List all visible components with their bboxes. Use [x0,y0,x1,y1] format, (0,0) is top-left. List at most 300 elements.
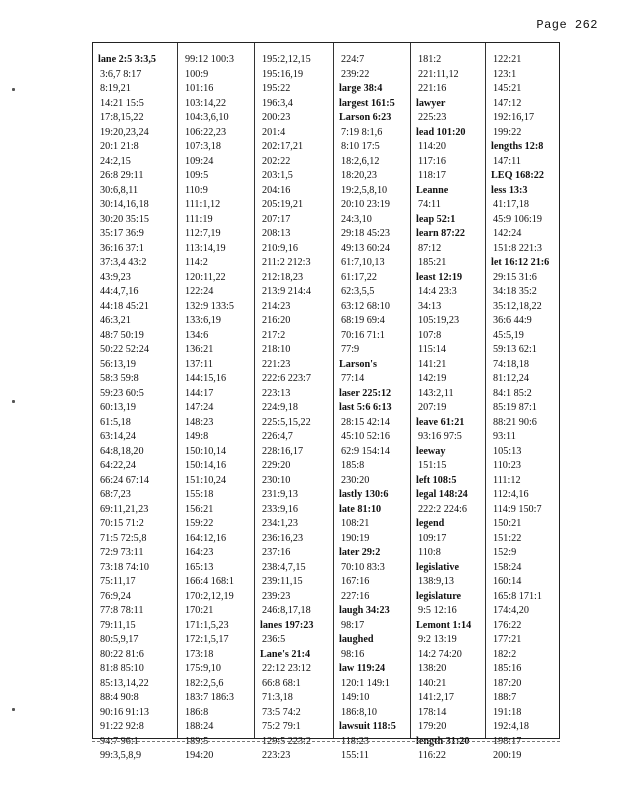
index-reference: 133:6,19 [185,315,221,326]
index-reference: 183:7 186:3 [185,692,234,703]
index-reference: 84:1 85:2 [493,387,532,399]
index-reference: 19:20,23,24 [100,126,149,138]
index-reference: 205:19,21 [262,199,304,210]
index-reference: 64:22,24 [100,460,136,471]
index-reference: 75:11,17 [100,576,136,587]
index-reference: 58:3 59:8 [100,373,139,384]
index-reference: 93:11 [493,431,516,442]
index-reference: 105:13 [493,445,522,457]
index-column [333,43,411,761]
index-reference: 111:19 [185,213,213,225]
index-reference: 85:19 87:1 [493,402,537,413]
index-reference: 8:19,21 [100,83,131,94]
index-reference: 172:1,5,17 [185,634,229,645]
index-reference: 234:1,23 [262,518,298,529]
index-reference: 229:20 [262,460,291,471]
index-reference: 173:18 [185,648,214,660]
index-reference: 238:4,7,15 [262,561,306,573]
index-reference: 149:10 [341,692,370,703]
index-reference: 223:13 [262,387,291,399]
index-reference: 71:5 72:5,8 [100,532,147,544]
index-reference: 164:23 [185,547,214,558]
index-reference: 148:23 [185,416,214,428]
index-reference: 147:24 [185,402,214,413]
index-headword: largest 161:5 [339,97,395,109]
index-reference: 87:12 [418,242,442,254]
index-headword: Larson's [339,358,377,370]
index-reference: 155:11 [341,750,369,761]
index-reference: 170:21 [185,605,214,616]
index-reference: 138:9,13 [418,576,454,587]
index-reference: 74:11 [418,199,441,210]
index-reference: 134:6 [185,329,209,341]
index-reference: 224:7 [341,54,365,65]
index-reference: 81:12,24 [493,373,529,384]
index-reference: 44:18 45:21 [100,300,149,312]
index-reference: 30:20 35:15 [100,213,149,225]
index-reference: 26:8 29:11 [100,170,144,181]
index-reference: 208:13 [262,228,291,239]
index-reference: 73:18 74:10 [100,561,149,573]
index-reference: 34:13 [418,300,442,312]
index-reference: 111:1,12 [185,199,221,210]
index-reference: 186:8,10 [341,706,377,718]
index-reference: 30:6,8,11 [100,184,139,196]
index-reference: 167:16 [341,576,370,587]
index-reference: 85:13,14,22 [100,677,149,689]
bottom-rule [92,741,560,742]
index-reference: 76:9,24 [100,590,131,602]
index-reference: 228:16,17 [262,445,304,457]
index-reference: 60:13,19 [100,402,136,413]
index-headword: legislature [416,590,462,602]
margin-mark [12,400,15,403]
index-reference: 99:3,5,8,9 [100,750,142,761]
index-reference: 61:7,10,13 [341,257,385,268]
index-reference: 164:12,16 [185,532,227,544]
index-reference: 221:16 [418,83,447,94]
index-reference: 109:5 [185,170,209,181]
index-reference: 151:15 [418,460,447,471]
index-reference: 224:9,18 [262,402,298,413]
index-reference: 147:11 [493,155,521,167]
index-headword: laugh 34:23 [339,605,390,616]
index-headword: leeway [416,445,446,457]
index-reference: 150:21 [493,518,522,529]
index-reference: 113:14,19 [185,242,226,254]
index-reference: 77:8 78:11 [100,605,144,616]
index-reference: 185:16 [493,663,522,674]
index-reference: 28:15 42:14 [341,416,390,428]
index-headword: least 12:19 [416,271,463,283]
index-reference: 213:9 214:4 [262,286,311,297]
index-reference: 105:19,23 [418,315,460,326]
index-reference: 44:4,7,16 [100,286,139,297]
index-reference: 29:18 45:23 [341,228,390,239]
index-reference: 101:16 [185,83,214,94]
index-reference: 79:11,15 [100,619,136,631]
index-reference: 75:2 79:1 [262,721,301,732]
index-reference: 147:12 [493,97,522,109]
index-reference: 195:2,12,15 [262,54,311,65]
index-reference: 20:1 21:8 [100,141,139,152]
index-headword: Larson 6:23 [339,112,392,123]
index-reference: 222:6 223:7 [262,373,311,384]
index-reference: 189:5 [185,735,209,747]
index-reference: 236:16,23 [262,532,304,544]
index-headword: lastly 130:6 [339,489,389,500]
margin-mark [12,708,15,711]
index-reference: 59:23 60:5 [100,387,144,399]
margin-mark [12,88,15,91]
index-reference: 68:7,23 [100,489,131,500]
index-reference: 24:2,15 [100,155,131,167]
index-reference: 114:2 [185,257,208,268]
index-reference: 218:10 [262,344,291,355]
index-reference: 203:1,5 [262,170,293,181]
index-reference: 118:23 [341,735,369,747]
index-reference: 70:10 83:3 [341,561,385,573]
index-reference: 36:16 37:1 [100,242,144,254]
index-reference: 201:4 [262,126,286,138]
index-column [410,43,486,761]
index-reference: 20:10 23:19 [341,199,390,210]
index-reference: 159:22 [185,518,214,529]
index-reference: 48:7 50:19 [100,329,144,341]
index-reference: 177:21 [493,634,522,645]
index-reference: 202:17,21 [262,141,304,152]
index-reference: 7:19 8:1,6 [341,126,383,138]
index-reference: 108:21 [341,518,370,529]
index-headword: lawsuit 118:5 [339,721,396,732]
index-reference: 120:1 149:1 [341,677,390,689]
index-reference: 210:9,16 [262,242,298,254]
index-reference: 122:24 [185,286,214,297]
index-headword: learn 87:22 [416,228,465,239]
index-reference: 182:2 [493,648,517,660]
index-reference: 179:20 [418,721,447,732]
index-reference: 17:8,15,22 [100,112,144,123]
index-reference: 231:9,13 [262,489,298,500]
index-reference: 62:3,5,5 [341,286,375,297]
index-headword: Lane's 21:4 [260,648,311,660]
index-reference: 142:19 [418,373,447,384]
index-reference: 222:2 224:6 [418,503,467,515]
index-reference: 94:7 96:1 [100,735,139,747]
index-reference: 88:4 90:8 [100,692,139,703]
index-headword: LEQ 168:22 [491,170,544,181]
index-reference: 223:23 [262,750,291,761]
index-reference: 45:9 106:19 [493,213,542,225]
index-reference: 30:14,16,18 [100,199,149,210]
index-reference: 186:8 [185,706,209,718]
index-reference: 246:8,17,18 [262,605,311,616]
index-reference: 176:22 [493,619,522,631]
index-headword: Leanne [416,184,449,196]
index-headword: lead 101:20 [416,126,466,138]
index-reference: 204:16 [262,184,291,196]
index-reference: 151:22 [493,532,522,544]
index-reference: 72:9 73:11 [100,547,144,558]
index-reference: 88:21 90:6 [493,416,537,428]
index-column [177,43,255,761]
index-reference: 170:2,12,19 [185,590,234,602]
index-reference: 185:8 [341,460,365,471]
index-headword: late 81:10 [339,503,382,515]
index-reference: 112:4,16 [493,489,529,500]
index-column [485,43,562,761]
index-reference: 230:10 [262,474,291,486]
index-reference: 129:5 223:2 [262,735,311,747]
index-reference: 114:9 150:7 [493,503,542,515]
index-reference: 132:9 133:5 [185,300,234,312]
index-reference: 123:1 [493,68,517,80]
index-headword: legal 148:24 [416,489,468,500]
index-headword: large 38:4 [339,83,383,94]
index-reference: 192:16,17 [493,112,535,123]
index-headword: lane 2:5 3:3,5 [98,54,157,65]
index-reference: 185:21 [418,257,447,268]
index-reference: 110:9 [185,184,208,196]
index-reference: 110:8 [418,547,441,558]
index-reference: 227:16 [341,590,370,602]
index-reference: 149:8 [185,431,209,442]
index-reference: 63:14,24 [100,431,136,442]
index-reference: 118:17 [418,170,446,181]
index-reference: 107:8 [418,329,442,341]
index-headword: leap 52:1 [416,213,456,225]
index-reference: 62:9 154:14 [341,445,390,457]
index-reference: 233:9,16 [262,503,298,515]
index-reference: 91:22 92:8 [100,721,144,732]
index-reference: 80:5,9,17 [100,634,139,645]
index-table [92,42,560,761]
index-reference: 22:12 23:12 [262,663,311,674]
index-reference: 145:21 [493,83,522,94]
index-reference: 202:22 [262,155,291,167]
index-reference: 191:18 [493,706,522,718]
index-reference: 166:4 168:1 [185,576,234,587]
index-reference: 207:19 [418,402,447,413]
index-column [254,43,334,761]
index-reference: 45:5,19 [493,329,524,341]
index-headword: less 13:3 [491,184,528,196]
index-reference: 34:18 35:2 [493,286,537,297]
index-headword: length 31:20 [416,735,470,747]
index-reference: 104:3,6,10 [185,112,229,123]
index-reference: 165:13 [185,561,214,573]
index-reference: 41:17,18 [493,199,529,210]
index-reference: 190:19 [341,532,370,544]
index-reference: 221:11,12 [418,68,459,80]
index-headword: legend [416,518,445,529]
index-reference: 144:17 [185,387,214,399]
index-reference: 237:16 [262,547,291,558]
index-reference: 100:9 [185,68,209,80]
index-reference: 19:2,5,8,10 [341,184,388,196]
index-reference: 122:21 [493,54,522,65]
index-reference: 174:4,20 [493,605,529,616]
index-reference: 69:11,21,23 [100,503,149,515]
index-reference: 99:12 100:3 [185,54,234,65]
index-reference: 98:16 [341,648,365,660]
index-reference: 187:20 [493,677,522,689]
index-headword: lawyer [416,97,446,109]
index-reference: 141:2,17 [418,692,454,703]
index-reference: 152:9 [493,547,517,558]
index-reference: 150:14,16 [185,460,227,471]
index-reference: 66:8 68:1 [262,677,301,689]
index-headword: lengths 12:8 [491,141,544,152]
index-reference: 46:3,21 [100,315,131,326]
index-reference: 192:4,18 [493,721,529,732]
index-reference: 178:14 [418,706,447,718]
index-headword: legislative [416,561,460,573]
index-reference: 136:21 [185,344,214,355]
index-reference: 116:22 [418,750,446,761]
index-reference: 216:20 [262,315,291,326]
index-reference: 66:24 67:14 [100,474,149,486]
index-reference: 74:18,18 [493,358,529,370]
index-reference: 18:20,23 [341,170,377,181]
index-reference: 68:19 69:4 [341,315,385,326]
index-reference: 120:11,22 [185,271,226,283]
index-reference: 71:3,18 [262,692,293,703]
index-reference: 36:6 44:9 [493,315,532,326]
index-reference: 225:23 [418,112,447,123]
index-reference: 200:23 [262,112,291,123]
index-reference: 35:12,18,22 [493,300,542,312]
index-headword: later 29:2 [339,547,381,558]
index-reference: 158:24 [493,561,522,573]
index-headword: last 5:6 6:13 [339,402,392,413]
index-reference: 156:21 [185,503,214,515]
index-reference: 140:21 [418,677,447,689]
index-reference: 61:17,22 [341,271,377,283]
index-reference: 144:15,16 [185,373,227,384]
index-reference: 49:13 60:24 [341,242,390,254]
index-reference: 9:2 13:19 [418,634,457,645]
index-reference: 64:8,18,20 [100,445,144,457]
index-reference: 141:21 [418,358,447,370]
index-reference: 225:5,15,22 [262,416,311,428]
index-reference: 70:15 71:2 [100,518,144,529]
index-headword: laughed [339,634,374,645]
index-reference: 211:2 212:3 [262,257,311,268]
index-headword: Lemont 1:14 [416,619,472,631]
index-reference: 106:22,23 [185,126,227,138]
index-headword: left 108:5 [416,474,457,486]
index-reference: 8:10 17:5 [341,141,380,152]
index-reference: 221:23 [262,358,291,370]
index-reference: 226:4,7 [262,431,293,442]
index-reference: 111:12 [493,474,521,486]
index-reference: 3:6,7 8:17 [100,68,142,80]
index-reference: 90:16 91:13 [100,706,149,718]
index-reference: 181:2 [418,54,442,65]
index-reference: 150:10,14 [185,445,227,457]
index-reference: 37:3,4 43:2 [100,257,147,268]
index-reference: 151:10,24 [185,474,227,486]
index-reference: 114:20 [418,141,446,152]
index-reference: 195:22 [262,83,291,94]
index-reference: 63:12 68:10 [341,300,390,312]
index-reference: 81:8 85:10 [100,663,144,674]
index-headword: leave 61:21 [416,416,465,428]
index-reference: 59:13 62:1 [493,344,537,355]
index-reference: 107:3,18 [185,141,221,152]
index-reference: 45:10 52:16 [341,431,390,442]
page-label: Page 262 [536,18,598,32]
index-reference: 239:23 [262,590,291,602]
index-reference: 18:2,6,12 [341,155,380,167]
index-reference: 217:2 [262,329,286,341]
index-reference: 77:9 [341,344,360,355]
index-reference: 199:22 [493,126,522,138]
index-reference: 50:22 52:24 [100,344,149,355]
index-headword: laser 225:12 [339,387,392,399]
index-reference: 236:5 [262,634,286,645]
index-column [93,43,177,761]
index-reference: 188:24 [185,721,214,732]
index-reference: 117:16 [418,155,446,167]
index-reference: 171:1,5,23 [185,619,229,631]
index-reference: 70:16 71:1 [341,329,385,341]
index-reference: 196:3,4 [262,97,293,109]
index-reference: 73:5 74:2 [262,706,301,718]
index-reference: 103:14,22 [185,97,227,109]
index-reference: 142:24 [493,228,522,239]
index-reference: 239:11,15 [262,576,303,587]
index-reference: 194:20 [185,750,214,761]
index-reference: 14:2 74:20 [418,648,462,660]
index-reference: 160:14 [493,576,522,587]
index-reference: 207:17 [262,213,291,225]
index-reference: 110:23 [493,460,521,471]
index-reference: 138:20 [418,663,447,674]
index-headword: law 119:24 [339,663,386,674]
index-reference: 80:22 81:6 [100,648,144,660]
index-reference: 200:19 [493,750,522,761]
index-reference: 188:7 [493,692,517,703]
index-reference: 143:2,11 [418,387,454,399]
index-reference: 35:17 36:9 [100,228,144,239]
index-reference: 56:13,19 [100,358,136,370]
index-reference: 93:16 97:5 [418,431,462,442]
index-reference: 165:8 171:1 [493,590,542,602]
index-reference: 239:22 [341,68,370,80]
index-headword: lanes 197:23 [260,619,314,631]
index-reference: 137:11 [185,358,213,370]
index-reference: 175:9,10 [185,663,221,674]
index-reference: 29:15 31:6 [493,271,537,283]
index-reference: 230:20 [341,474,370,486]
index-reference: 155:18 [185,489,214,500]
index-reference: 182:2,5,6 [185,677,224,689]
index-reference: 195:16,19 [262,68,304,80]
index-reference: 24:3,10 [341,213,372,225]
index-reference: 109:24 [185,155,214,167]
index-reference: 112:7,19 [185,228,221,239]
index-reference: 43:9,23 [100,271,131,283]
index-reference: 14:4 23:3 [418,286,457,297]
index-reference: 98:17 [341,619,365,631]
index-headword: let 16:12 21:6 [491,257,550,268]
index-reference: 9:5 12:16 [418,605,457,616]
index-reference: 61:5,18 [100,416,131,428]
index-reference: 77:14 [341,373,365,384]
index-reference: 212:18,23 [262,271,304,283]
